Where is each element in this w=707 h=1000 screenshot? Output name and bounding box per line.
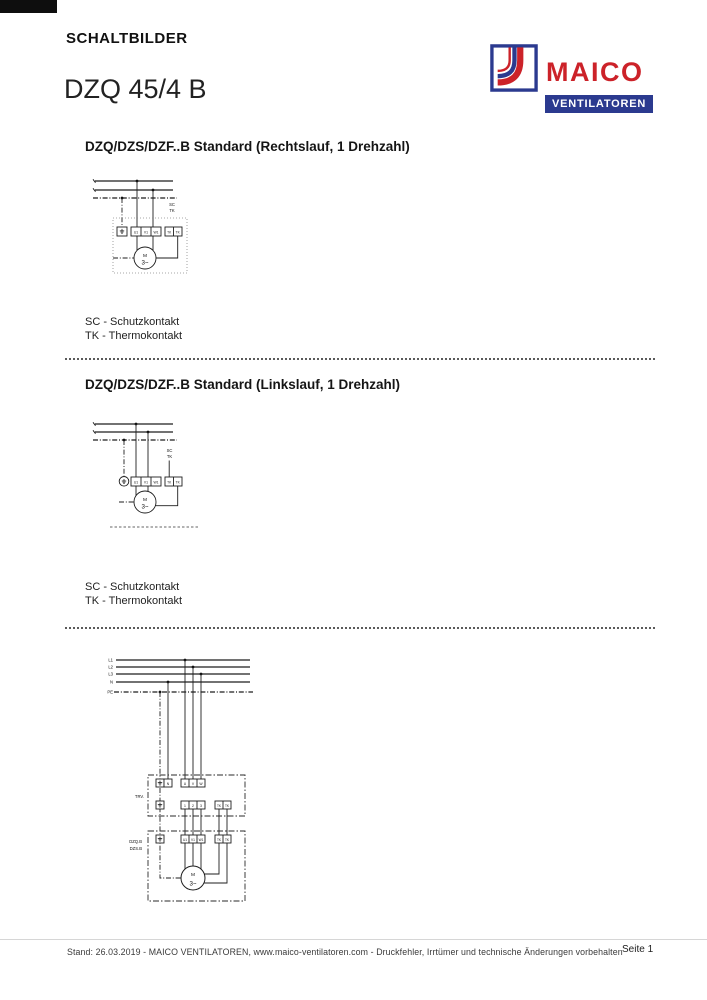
power-rails [93, 179, 177, 199]
section-1-heading: DZQ/DZS/DZF..B Standard (Rechtslauf, 1 Drehzahl) [85, 139, 410, 154]
feed-wires [160, 660, 201, 878]
motor-phase: 3~ [189, 880, 197, 888]
terminal-w1: W1 [153, 230, 159, 235]
sc-tk-callout [169, 202, 175, 213]
sc-tk-callout [167, 448, 173, 477]
terminal-tk1: TK [167, 480, 172, 485]
footer-imprint: Stand: 26.03.2019 - MAICO VENTILATOREN, www.maico-ventilatoren.com - Druckfehler, Irrtümer und technische Änderungen vorbehalten [67, 947, 623, 957]
section-divider-1 [65, 358, 655, 360]
legend-2 [85, 580, 182, 608]
terminal-strip [119, 477, 182, 487]
terminal-tk2: TK [175, 230, 180, 235]
legend-1-line-sc: SC - Schutzkontakt [85, 316, 180, 328]
terminal-n: N [166, 782, 170, 787]
terminal-v1: V1 [143, 230, 149, 235]
tk-label: TK [166, 454, 173, 459]
trv-input-terminals [156, 779, 205, 787]
terminal-tk1: TK [216, 804, 222, 809]
rail-label-l3: L3 [108, 671, 113, 677]
maico-logo-mark-icon [490, 44, 538, 92]
legend-1 [85, 315, 182, 343]
terminal-w1: W1 [153, 480, 159, 485]
device-label-dzq: DZQ.B [129, 839, 142, 844]
motor-symbol [134, 491, 156, 513]
fan-terminals [156, 835, 231, 843]
wiring-diagram-three-phase-trv [98, 646, 358, 936]
rail-label-n: N [109, 679, 113, 685]
power-rails [114, 659, 253, 694]
motor-letter: M [143, 498, 147, 503]
scan-corner-mark [0, 0, 57, 13]
trv-output-terminals [156, 801, 231, 809]
motor-symbol [181, 866, 205, 890]
terminal-u1: U1 [182, 838, 188, 843]
terminal-tk1: TK [216, 838, 222, 843]
terminal-tk2: TK [175, 480, 180, 485]
footer-page-number: Seite 1 [622, 944, 654, 955]
motor-phase: 3~ [141, 259, 149, 267]
tk-label: TK [169, 208, 175, 213]
rail-label-pe: PE [107, 689, 113, 695]
sc-label: SC [166, 448, 173, 453]
terminal-strip [117, 227, 182, 236]
terminal-v1: V1 [143, 480, 149, 485]
terminal-w1: W1 [198, 838, 204, 843]
terminal-u1: U1 [133, 230, 139, 235]
terminal-3: 3 [200, 804, 202, 809]
wiring-diagram-linkslauf [85, 409, 285, 544]
motor-letter: M [143, 254, 147, 259]
terminal-1: 1 [184, 804, 186, 809]
footer-divider [0, 939, 707, 940]
trv-label: TRV. [134, 794, 144, 799]
legend-2-line-sc: SC - Schutzkontakt [85, 581, 180, 593]
motor-symbol [134, 247, 156, 269]
terminal-tk1: TK [167, 230, 172, 235]
page-kicker: SCHALTBILDER [66, 30, 188, 47]
feed-wires [122, 181, 153, 227]
terminal-tk2: TK [224, 838, 230, 843]
section-divider-2 [65, 627, 655, 629]
terminal-tk2: TK [224, 804, 230, 809]
page-title: DZQ 45/4 B [64, 74, 207, 104]
motor-letter: M [191, 873, 195, 878]
terminal-u: U [183, 782, 187, 787]
device-labels [129, 839, 142, 851]
sc-label: SC [169, 202, 175, 207]
motor-phase: 3~ [141, 503, 149, 511]
rail-labels [107, 658, 113, 695]
device-label-dzs: DZS.B [129, 846, 142, 851]
section-2-heading: DZQ/DZS/DZF..B Standard (Linkslauf, 1 Drehzahl) [85, 377, 401, 392]
terminal-v: V [191, 782, 195, 787]
power-rails [93, 422, 177, 441]
terminal-u1: U1 [133, 480, 139, 485]
brand-wordmark: MAICO [546, 57, 644, 87]
terminal-2: 2 [192, 804, 194, 809]
rail-label-l2: L2 [108, 664, 113, 670]
brand-tagline-banner: VENTILATOREN [545, 95, 653, 113]
legend-1-line-tk: TK - Thermokontakt [85, 330, 182, 342]
wiring-diagram-rechtslauf [85, 165, 285, 295]
rail-label-l1: L1 [108, 657, 113, 663]
terminal-v1: V1 [191, 838, 195, 843]
legend-2-line-tk: TK - Thermokontakt [85, 595, 182, 607]
terminal-w: W [199, 782, 203, 787]
